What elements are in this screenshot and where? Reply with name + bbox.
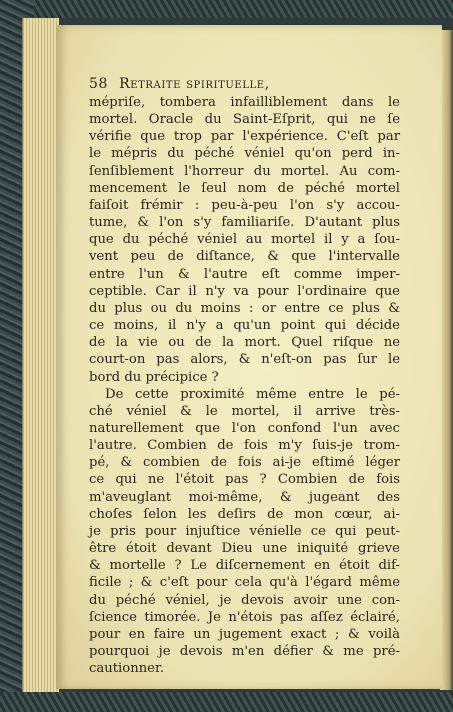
text-line: entre l'un & l'autre eſt comme imper- (89, 266, 400, 282)
running-title: Retraite spirituelle, (119, 76, 270, 92)
text-line: tume, & l'on s'y familiariſe. D'autant plus (89, 215, 400, 231)
text-line: ſcience timorée. Je n'étois pas aſſez éclairé, (89, 609, 400, 625)
body-text (89, 94, 400, 677)
text-line: m'aveuglant moi-même, & jugeant des (89, 489, 400, 505)
text-line: ceptible. Car il n'y va pour l'ordinaire que (89, 283, 400, 299)
text-line: ficile ; & c'eſt pour cela qu'à l'égard même (89, 575, 400, 591)
text-line: ce qui ne l'étoit pas ? Combien de fois (89, 472, 400, 488)
text-line: vérifie que trop par l'expérience. C'eſt par (89, 129, 400, 145)
text-line: je pris pour injuſtice vénielle ce qui peut- (89, 523, 400, 539)
text-line: que du péché véniel au mortel il y a ſou- (89, 232, 400, 248)
text-line: du plus ou du moins : or entre ce plus & (89, 300, 400, 316)
text-line: faiſoit frémir : peu-à-peu l'on s'y accou- (89, 197, 400, 213)
text-line: mencement le ſeul nom de péché mortel (89, 180, 400, 196)
text-line: de la vie ou de la mort. Quel riſque ne (89, 335, 400, 351)
text-line: vent peu de diſtance, & que l'intervalle (89, 249, 400, 265)
text-line: pé, & combien de fois ai-je eſtimé léger (89, 455, 400, 471)
text-line: ſenſiblement l'horreur du mortel. Au com- (89, 163, 400, 179)
page-stack-edges (22, 18, 59, 692)
text-line: bord du précipice ? (89, 369, 219, 385)
text-line: être étoit devant Dieu une iniquité grieve (89, 541, 400, 557)
text-line: court-on pas alors, & n'eſt-on pas ſur le (89, 352, 400, 368)
text-line: pourquoi je devois m'en défier & me pré- (89, 644, 400, 659)
text-line: mépriſe, tombera infailliblement dans le (89, 95, 400, 110)
text-line: le mépris du péché véniel qu'on perd in- (89, 146, 400, 162)
cover-bottom-edge (0, 692, 453, 712)
text-line: choſes ſelon les deſirs de mon cœur, ai- (89, 506, 400, 522)
text-line: mortel. Oracle du Saint-Eſprit, qui ne ſe (89, 112, 400, 128)
text-line: pour en faire un jugement exact ; & voilà (89, 626, 400, 642)
text-line: & mortelle ? Le diſcernement en étoit dif- (89, 558, 400, 574)
text-line: ché véniel & le mortel, il arrive très- (89, 403, 400, 419)
text-line: naturellement que l'on confond l'un avec (89, 420, 400, 436)
cover-top-edge (0, 0, 453, 18)
text-line: l'autre. Combien de fois m'y ſuis-je trom- (89, 438, 400, 454)
running-header (89, 76, 400, 94)
text-line: du péché véniel, je devois avoir une con- (89, 592, 400, 608)
text-line: cautionner. (89, 661, 165, 677)
text-line: ce moins, il n'y a qu'un point qui décide (89, 318, 400, 334)
page-number: 58 (89, 76, 109, 92)
text-line: De cette proximité même entre le pé- (105, 386, 400, 402)
